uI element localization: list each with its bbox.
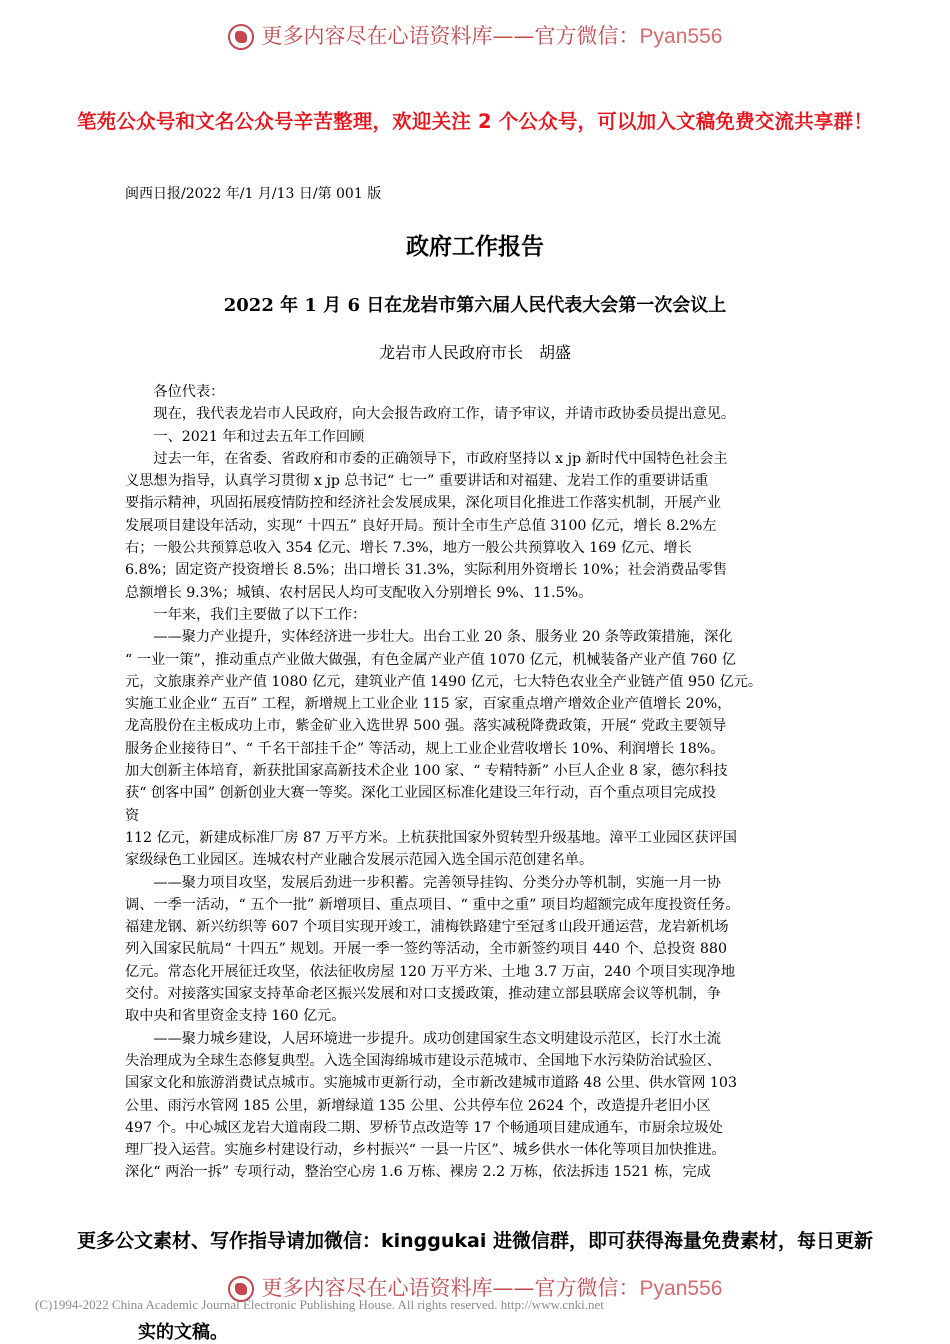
body-line: 现在，我代表龙岩市人民政府，向大会报告政府工作，请予审议，并请市政协委员提出意见。	[125, 406, 736, 423]
body-line: 理厂投入运营。实施乡村建设行动，乡村振兴“ 一县一片区”、城乡供水一体化等项目加快推进。	[125, 1142, 726, 1159]
watermark-text: 更多内容尽在心语资料库——官方微信：	[261, 1276, 640, 1300]
source-line: 闽西日报/2022 年/1 月/13 日/第 001 版	[125, 186, 382, 202]
body-line: 实施工业企业“ 五百” 工程，新增规上工业企业 115 家，百家重点增产增效企业产值增长 20%，	[125, 696, 732, 713]
body-line: 总额增长 9.3%；城镇、农村居民人均可支配收入分别增长 9%、11.5%。	[125, 584, 593, 601]
body-line: 亿元。常态化开展征迁攻坚，依法征收房屋 120 万平方米、土地 3.7 万亩，240 个项目实现净地	[125, 963, 736, 980]
body-line: 右；一般公共预算总收入 354 亿元、增长 7.3%，地方一般公共预算收入 169 亿元、增长	[125, 540, 692, 557]
body-line: 6.8%；固定资产投资增长 8.5%；出口增长 31.3%，实际利用外资增长 10%；社会消费品零售	[125, 562, 728, 579]
document-title: 政府工作报告	[406, 234, 544, 260]
body-line: 福建龙钢、新兴纺织等 607 个项目实现开竣工，浦梅铁路建宁至冠豸山段开通运营，龙岩新机场	[125, 919, 729, 936]
author-line: 龙岩市人民政府市长 胡盛	[378, 343, 571, 362]
body-line: 一年来，我们主要做了以下工作：	[125, 606, 367, 623]
body-line: 失治理成为全球生态修复典型。入选全国海绵城市建设示范城市、全国地下水污染防治试验区、	[125, 1052, 721, 1069]
body-line: 获“ 创客中国” 创新创业大赛一等奖。深化工业园区标准化建设三年行动，百个重点项目完成投	[125, 785, 717, 802]
promo-banner-top: 笔苑公众号和文名公众号辛苦整理，欢迎关注 2 个公众号，可以加入文稿免费交流共享群！	[76, 110, 874, 133]
body-line: ——聚力产业提升，实体经济进一步壮大。出台工业 20 条、服务业 20 条等政策措施，深化	[125, 629, 733, 646]
watermark-top	[0, 20, 950, 50]
promo-banner-bottom: 更多公文素材、写作指导请加微信：kinggukai 进微信群，即可获得海量免费素材，每日更新	[77, 1230, 873, 1252]
body-line: “ 一业一策”，推动重点产业做大做强，有色金属产业产值 1070 亿元，机械装备产业产值 760 亿	[125, 651, 736, 668]
body-line: 龙高股份在主板成功上市，紫金矿业入选世界 500 强。落实减税降费政策，开展“ 党政主要领导	[125, 718, 727, 735]
body-line: 深化“ 两治一拆” 专项行动，整治空心房 1.6 万栋、裸房 2.2 万栋，依法拆违 1521 栋，完成	[125, 1164, 711, 1181]
body-line: 国家文化和旅游消费试点城市。实施城市更新行动，全市新改建城市道路 48 公里、供水管网 103	[125, 1075, 737, 1092]
watermark-text: 更多内容尽在心语资料库——官方微信：	[261, 24, 640, 48]
body-line: 家级绿色工业园区。连城农村产业融合发展示范园入选全国示范创建名单。	[125, 852, 594, 869]
body-line: 公里、雨污水管网 185 公里，新增绿道 135 公里、公共停车位 2624 个，改造提升老旧小区	[125, 1097, 711, 1114]
watermark-logo-icon	[228, 24, 254, 50]
body-line: ——聚力城乡建设，人居环境进一步提升。成功创建国家生态文明建设示范区，长汀水土流	[125, 1030, 721, 1047]
body-line: 调、一季一活动，“ 五个一批” 新增项目、重点项目、“ 重中之重” 项目均超额完成年度投资任务。	[125, 896, 740, 913]
body-line: 服务企业接待日”、“ 千名干部挂千企” 等活动，规上工业企业营收增长 10%、利润增长 18%。	[125, 740, 725, 757]
document-subtitle: 2022 年 1 月 6 日在龙岩市第六届人民代表大会第一次会议上	[223, 295, 727, 316]
body-line: 497 个。中心城区龙岩大道南段二期、罗桥节点改造等 17 个畅通项目建成通车，市厨余垃圾处	[125, 1119, 723, 1136]
body-line: 资	[125, 807, 140, 824]
watermark-id: Pyan556	[639, 1277, 723, 1300]
body-line: 发展项目建设年活动，实现“ 十四五” 良好开局。预计全市生产总值 3100 亿元，增长 8.2%左	[125, 517, 717, 534]
report-body	[125, 381, 835, 1184]
body-line: 加大创新主体培育，新获批国家高新技术企业 100 家、“ 专精特新” 小巨人企业 8 家，德尔科技	[125, 763, 728, 780]
clipped-text: 实的文稿。	[138, 1322, 228, 1343]
body-line: 各位代表：	[125, 384, 225, 400]
body-line: 交付。对接落实国家支持革命老区振兴发展和对口支援政策，推动建立部县联席会议等机制，争	[125, 986, 721, 1003]
copyright-footer: (C)1994-2022 China Academic Journal Electronic Publishing House. All rights reserved. http://www.cnki.net	[35, 1297, 604, 1312]
body-line: ——聚力项目攻坚，发展后劲进一步积蓄。完善领导挂钩、分类分办等机制，实施一月一协	[125, 874, 721, 891]
body-line: 112 亿元，新建成标准厂房 87 万平方米。上杭获批国家外贸转型升级基地。漳平工业园区获评国	[125, 829, 737, 846]
body-line: 取中央和省里资金支持 160 亿元。	[125, 1008, 346, 1025]
body-line: 义思想为指导，认真学习贯彻 x jp 总书记“ 七一” 重要讲话和对福建、龙岩工作的重要讲话重	[125, 473, 709, 490]
body-line: 列入国家民航局“ 十四五” 规划。开展一季一签约等活动，全市新签约项目 440 个、总投资 880	[125, 941, 727, 958]
body-line: 一、2021 年和过去五年工作回顾	[125, 428, 365, 445]
watermark-id: Pyan556	[639, 25, 723, 48]
body-line: 要指示精神，巩固拓展疫情防控和经济社会发展成果，深化项目化推进工作落实机制，开展产业	[125, 495, 721, 512]
body-line: 元，文旅康养产业产值 1080 亿元，建筑业产值 1490 亿元，七大特色农业全产业链产值 950 亿元。	[125, 673, 763, 690]
body-line: 过去一年，在省委、省政府和市委的正确领导下，市政府坚持以 x jp 新时代中国特色社会主	[125, 450, 728, 467]
